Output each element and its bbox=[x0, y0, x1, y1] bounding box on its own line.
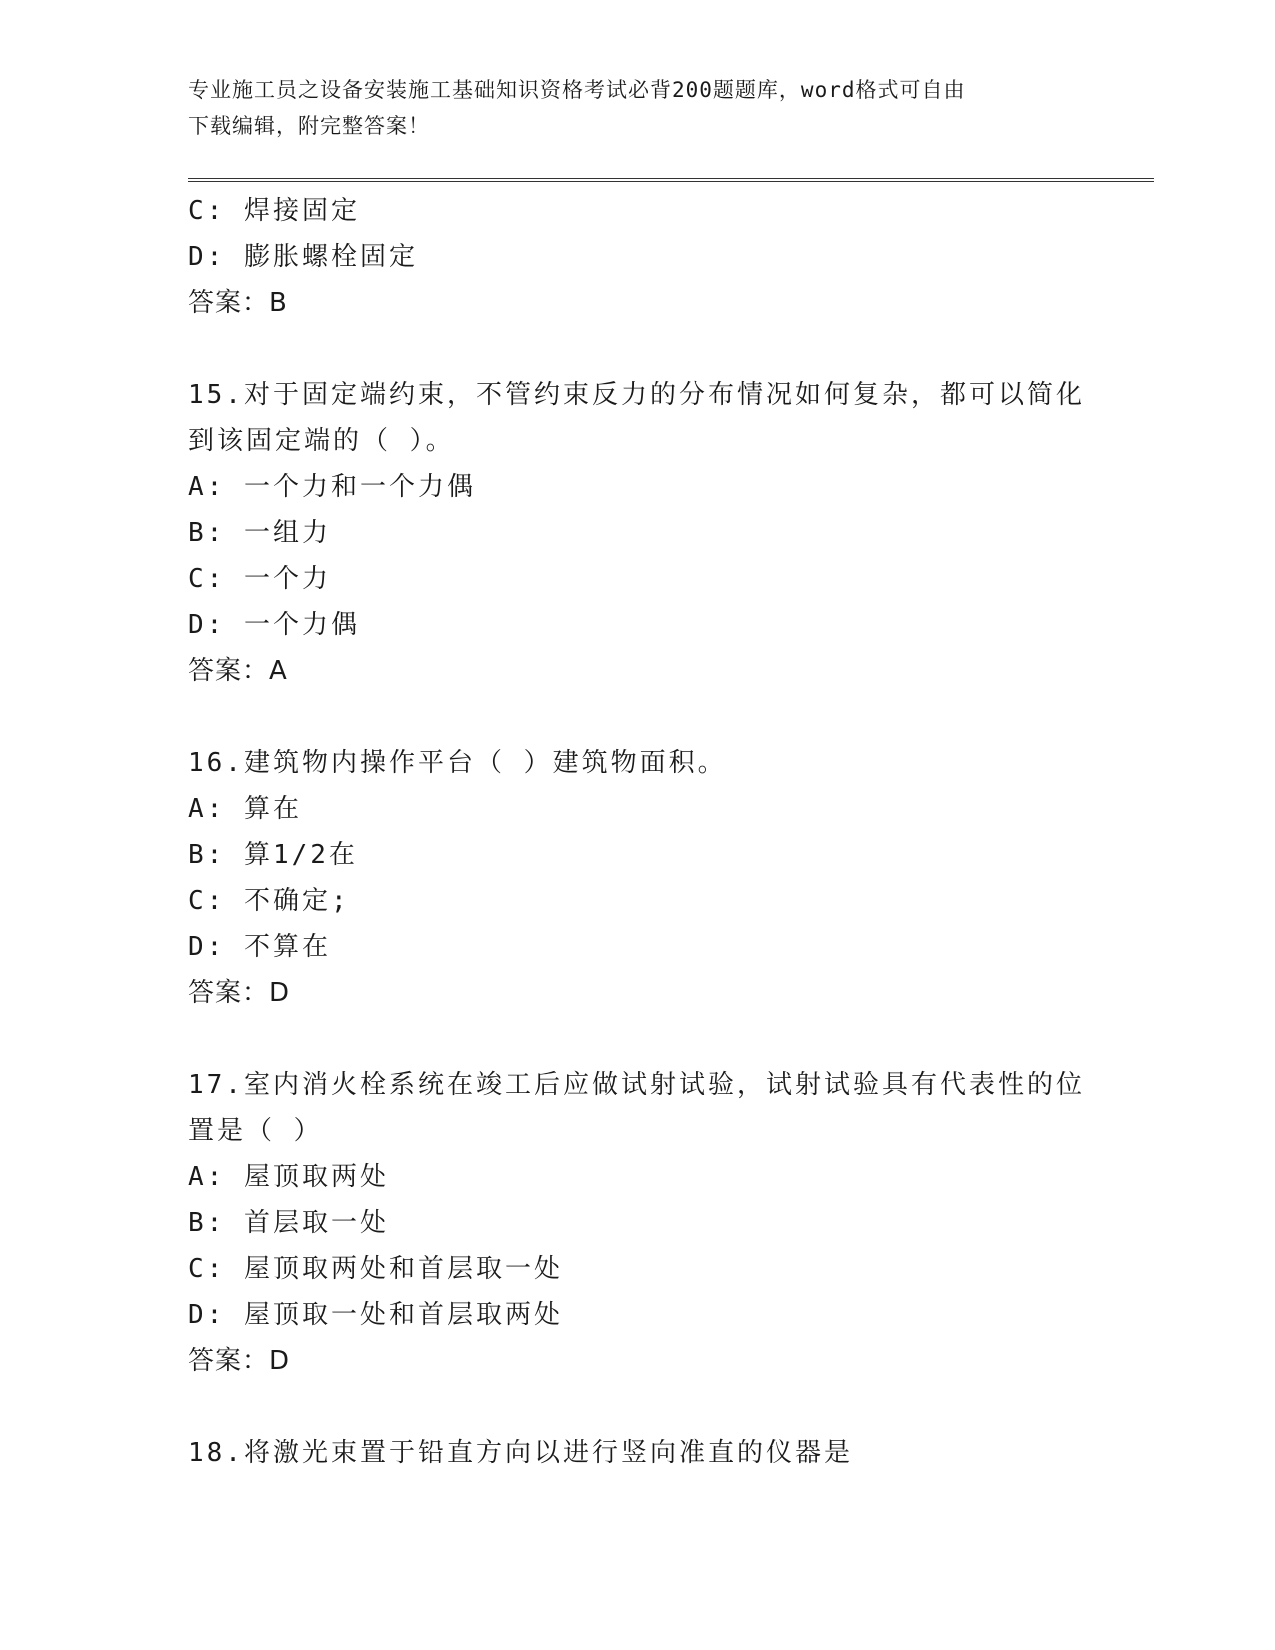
question-list bbox=[188, 188, 1088, 1476]
option-c: C: 一个力 bbox=[188, 564, 331, 594]
spacer bbox=[188, 1384, 1088, 1430]
question-text-line-2: 到该固定端的（ ）。 bbox=[188, 426, 455, 456]
question-text-line-1: 16.建筑物内操作平台（ ）建筑物面积。 bbox=[188, 748, 727, 778]
answer: 答案：D bbox=[188, 978, 291, 1008]
option-c: C: 屋顶取两处和首层取一处 bbox=[188, 1254, 563, 1284]
answer: 答案：D bbox=[188, 1346, 291, 1376]
answer: 答案：A bbox=[188, 656, 288, 686]
option-d: D: 膨胀螺栓固定 bbox=[188, 242, 418, 272]
question-17 bbox=[188, 1062, 1088, 1384]
document-header bbox=[188, 72, 1068, 144]
question-text-line-1: 17.室内消火栓系统在竣工后应做试射试验，试射试验具有代表性的位 bbox=[188, 1070, 1085, 1100]
option-a: A: 算在 bbox=[188, 794, 302, 824]
question-16 bbox=[188, 740, 1088, 1016]
option-d: D: 一个力偶 bbox=[188, 610, 360, 640]
option-c: C: 不确定; bbox=[188, 886, 350, 916]
question-text-line-1: 18.将激光束置于铅直方向以进行竖向准直的仪器是 bbox=[188, 1438, 853, 1468]
header-line-2: 下载编辑，附完整答案！ bbox=[188, 114, 430, 138]
option-a: A: 屋顶取两处 bbox=[188, 1162, 389, 1192]
question-text-line-1: 15.对于固定端约束，不管约束反力的分布情况如何复杂，都可以简化 bbox=[188, 380, 1085, 410]
question-text-line-2: 置是（ ） bbox=[188, 1116, 323, 1146]
question-14 bbox=[188, 188, 1088, 326]
spacer bbox=[188, 326, 1088, 372]
option-b: B: 首层取一处 bbox=[188, 1208, 389, 1238]
question-15 bbox=[188, 372, 1088, 694]
answer: 答案：B bbox=[188, 288, 288, 318]
header-line-1: 专业施工员之设备安装施工基础知识资格考试必背200题题库，word格式可自由 bbox=[188, 78, 966, 102]
option-b: B: 一组力 bbox=[188, 518, 331, 548]
option-d: D: 不算在 bbox=[188, 932, 331, 962]
option-a: A: 一个力和一个力偶 bbox=[188, 472, 476, 502]
option-c: C: 焊接固定 bbox=[188, 196, 360, 226]
spacer bbox=[188, 1016, 1088, 1062]
option-b: B: 算1/2在 bbox=[188, 840, 358, 870]
spacer bbox=[188, 694, 1088, 740]
option-d: D: 屋顶取一处和首层取两处 bbox=[188, 1300, 563, 1330]
question-18 bbox=[188, 1430, 1088, 1476]
header-divider bbox=[188, 178, 1154, 182]
